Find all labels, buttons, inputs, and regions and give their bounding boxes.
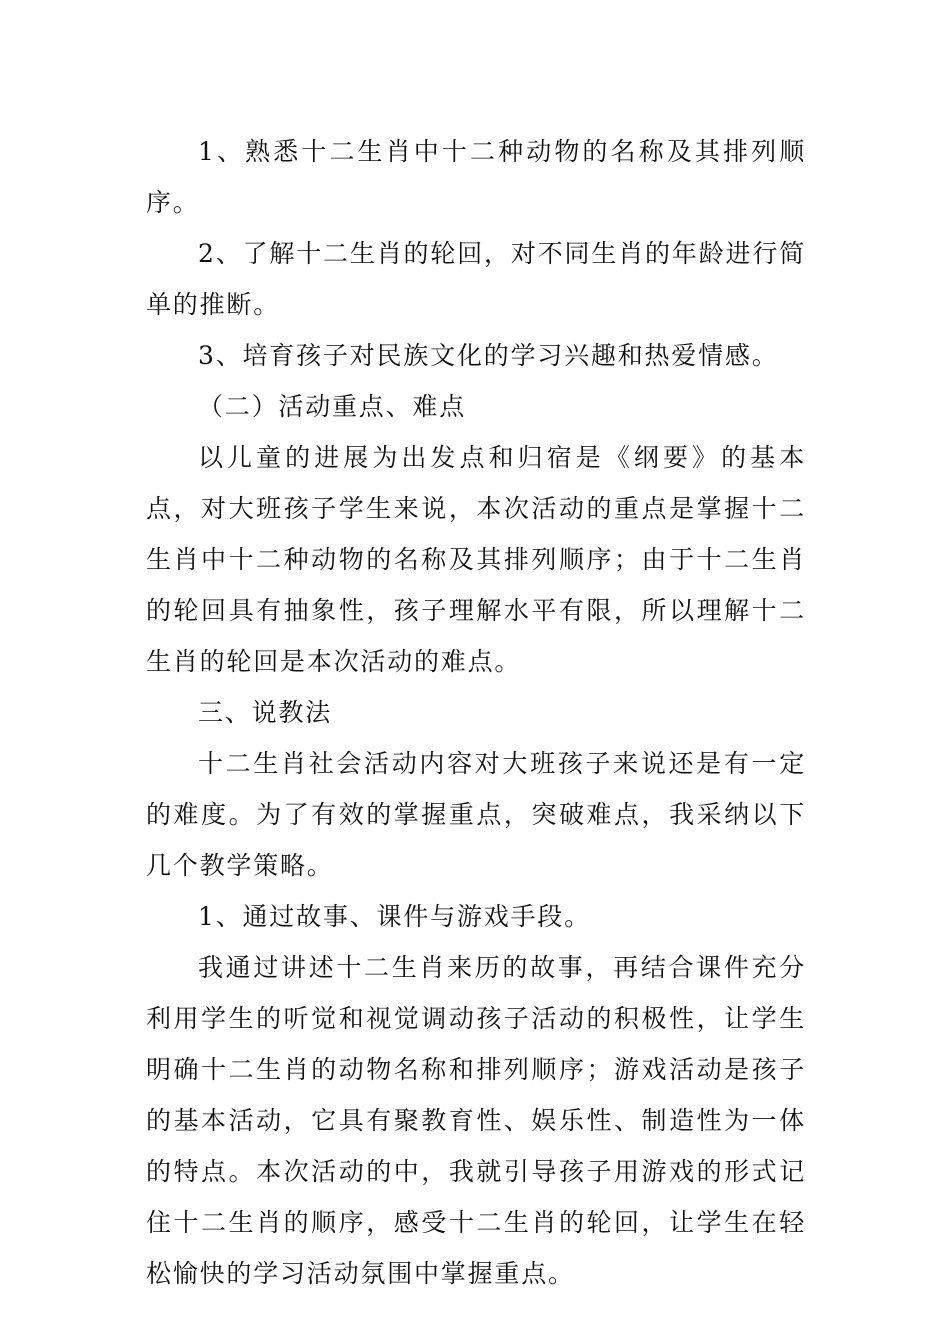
document-body	[146, 126, 806, 1299]
section-heading-key-points: （二）活动重点、难点	[198, 392, 467, 421]
paragraph-key-points: 以儿童的进展为出发点和归宿是《纲要》的基本点，对大班孩子学生来说，本次活动的重点是掌握十二生肖中十二种动物的名称及其排列顺序；由于十二生肖的轮回具有抽象性，孩子理解水平有限，所以理解十二生肖的轮回是本次活动的难点。	[146, 443, 806, 676]
paragraph-objective-1: 1、熟悉十二生肖中十二种动物的名称及其排列顺序。	[146, 137, 806, 217]
paragraph-strategy-detail: 我通过讲述十二生肖来历的故事，再结合课件充分利用学生的听觉和视觉调动孩子活动的积极性，让学生明确十二生肖的动物名称和排列顺序；游戏活动是孩子的基本活动，它具有聚教育性、娱乐性、制造性为一体的特点。本次活动的中，我就引导孩子用游戏的形式记住十二生肖的顺序，感受十二生肖的轮回，让学生在轻松愉快的学习活动氛围中掌握重点。	[146, 953, 806, 1288]
paragraph-teaching-method: 十二生肖社会活动内容对大班孩子来说还是有一定的难度。为了有效的掌握重点，突破难点，我采纳以下几个教学策略。	[146, 749, 806, 880]
section-heading-teaching-method: 三、说教法	[198, 698, 333, 727]
paragraph-strategy-1: 1、通过故事、课件与游戏手段。	[198, 902, 591, 931]
paragraph-objective-3: 3、培育孩子对民族文化的学习兴趣和热爱情感。	[198, 341, 779, 370]
paragraph-objective-2: 2、了解十二生肖的轮回，对不同生肖的年龄进行简单的推断。	[146, 239, 806, 319]
